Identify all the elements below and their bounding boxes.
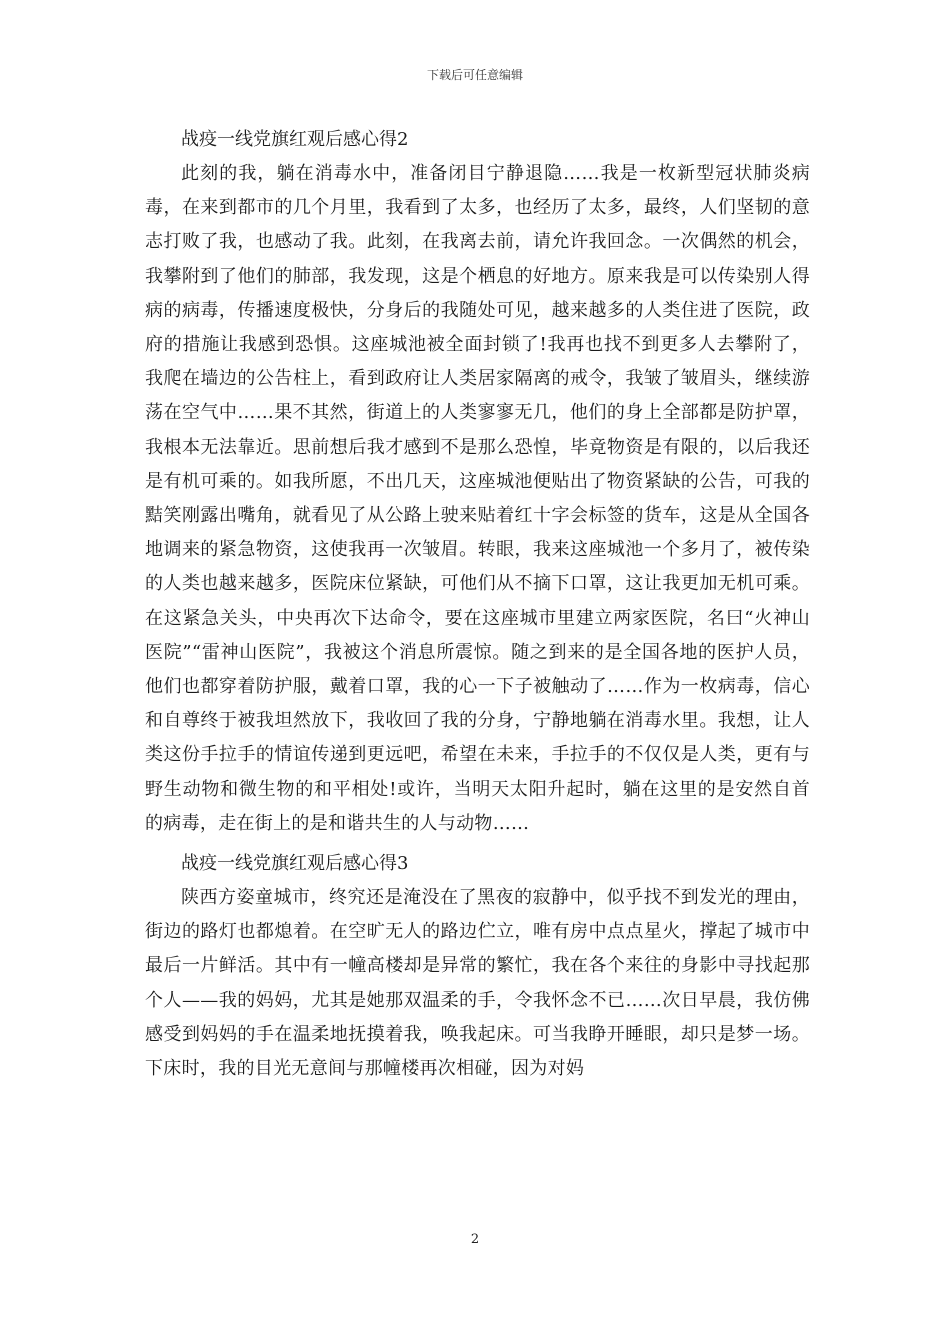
section-paragraph-2: 此刻的我，躺在消毒水中，准备闭目宁静退隐……我是一枚新型冠状肺炎病毒，在来到都市的几个月里，我看到了太多，也经历了太多，最终，人们坚韧的意志打败了我，也感动了我。此刻，在我离去前，请允许我回念。一次偶然的机会，我攀附到了他们的肺部，我发现，这是个栖息的好地方。原来我是可以传染别人得病的病毒，传播速度极快，分身后的我随处可见，越来越多的人类住进了医院，政府的措施让我感到恐惧。这座城池被全面封锁了!我再也找不到更多人去攀附了，我爬在墙边的公告柱上，看到政府让人类居家隔离的戒令，我皱了皱眉头，继续游荡在空气中……果不其然，街道上的人类寥寥无几，他们的身上全部都是防护罩，我根本无法靠近。思前想后我才感到不是那么恐惶，毕竟物资是有限的，以后我还是有机可乘的。如我所愿，不出几天，这座城池便贴出了物资紧缺的公告，可我的黠笑刚露出嘴角，就看见了从公路上驶来贴着红十字会标签的货车，这是从全国各地调来的紧急物资，这使我再一次皱眉。转眼，我来这座城池一个多月了，被传染的人类也越来越多，医院床位紧缺，可他们从不摘下口罩，这让我更加无机可乘。在这紧急关头，中央再次下达命令，要在这座城市里建立两家医院，名曰“火神山医院”“雷神山医院”，我被这个消息所震惊。随之到来的是全国各地的医护人员，他们也都穿着防护服，戴着口罩，我的心一下子被触动了……作为一枚病毒，信心和自尊终于被我坦然放下，我收回了我的分身，宁静地躺在消毒水里。我想，让人类这份手拉手的情谊传递到更远吧，希望在未来，手拉手的不仅仅是人类，更有与野生动物和微生物的和平相处!或许，当明天太阳升起时，躺在这里的是安然自首的病毒，走在街上的是和谐共生的人与动物…… [145,163,810,834]
header-note: 下载后可任意编辑 [426,68,523,82]
section-heading-2: 战疫一线党旗红观后感心得2 [181,129,409,150]
page-number: 2 [470,1232,480,1247]
section-paragraph-3: 陕西方姿童城市，终究还是淹没在了黑夜的寂静中，似乎找不到发光的理由，街边的路灯也都熄着。在空旷无人的路边伫立，唯有房中点点星火，撑起了城市中最后一片鲜活。其中有一幢高楼却是异常的繁忙，我在各个来往的身影中寻找起那个人——我的妈妈，尤其是她那双温柔的手，令我怀念不已……次日早晨，我仿佛感受到妈妈的手在温柔地抚摸着我，唤我起床。可当我睁开睡眼，却只是梦一场。下床时，我的目光无意间与那幢楼再次相碰，因为对妈 [145,887,810,1080]
document-body [145,123,810,1086]
section-heading-3: 战疫一线党旗红观后感心得3 [181,853,409,875]
